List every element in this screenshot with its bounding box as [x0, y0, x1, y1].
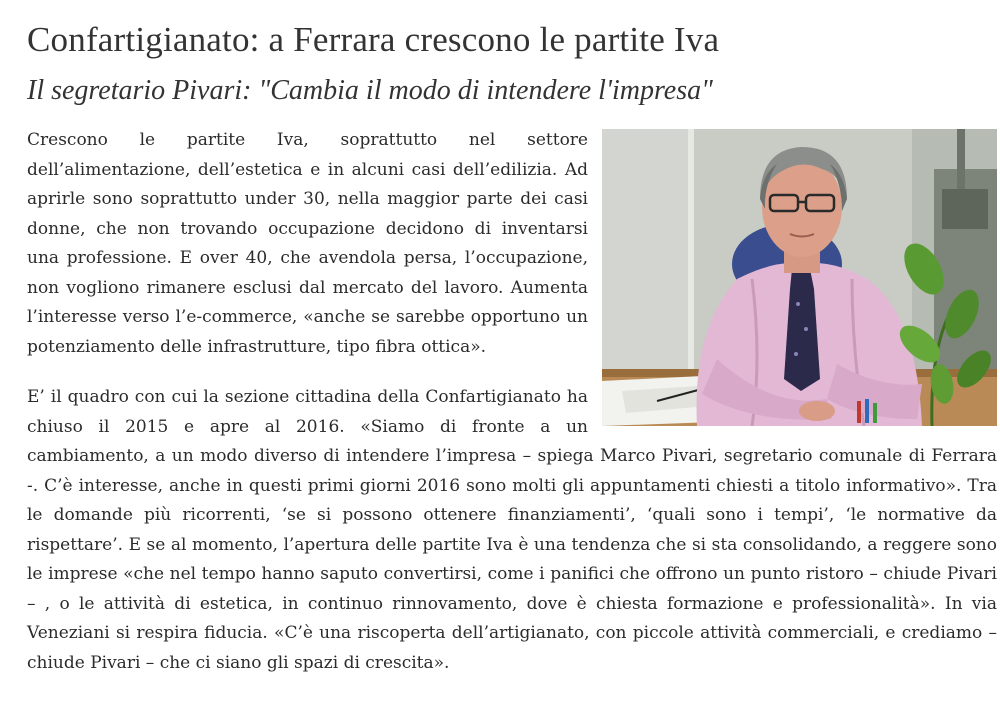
article-title: Confartigianato: a Ferrara crescono le partite Iva: [27, 20, 720, 59]
article-body: [27, 126, 997, 678]
paragraph: E’ il quadro con cui la sezione cittadina della Confartigianato ha chiuso il 2015 e apre al 2016. «Siamo di fronte a un cambiamento, a un modo diverso di intendere l’impresa – spiega Marco Pivari, segretario comunale di Ferrara -. C’è interesse, anche in questi primi giorni 2016 sono molti gli appuntamenti chiesti a titolo informativo». Tra le domande più ricorrenti, ‘se si possono ottenere finanziamenti’, ‘quali sono i tempi’, ‘le normative da rispettare’. E se al momento, l’apertura delle partite Iva è una tendenza che si sta consolidando, a reggere sono le imprese «che nel tempo hanno saputo convertirsi, come i panifici che offrono un punto ristoro – chiude Pivari – , o le attività di estetica, in continuo rinnovamento, dove è chiesta formazione e professionalità». In via Veneziani si respira fiducia. «C’è una riscoperta dell’artigianato, con piccole attività commerciali, e crediamo – chiude Pivari – che ci siano gli spazi di crescita».: [27, 387, 997, 673]
paragraph: Crescono le partite Iva, soprattutto nel settore dell’alimentazione, dell’estetica e in alcuni casi dell’edilizia. Ad aprirle sono soprattutto under 30, nella maggior parte dei casi donne, che non trovando occupazione decidono di inventarsi una professione. E over 40, che avendola persa, l’occupazione, non vogliono rimanere esclusi dal mercato del lavoro. Aumenta l’interesse verso l’e-commerce, «anche se sarebbe opportuno un potenziamento delle infrastrutture, tipo fibra ottica».: [27, 130, 588, 357]
portrait-photo: [602, 129, 997, 426]
article-subtitle: Il segretario Pivari: "Cambia il modo di intendere l'impresa": [27, 75, 713, 106]
article: [27, 18, 997, 699]
